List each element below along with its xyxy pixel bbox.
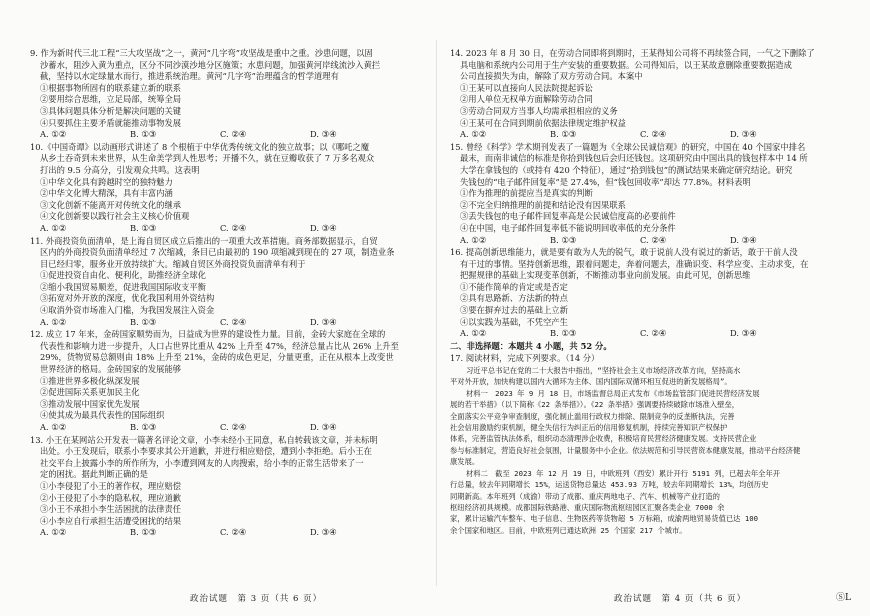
answer-choice: C. ②④ — [640, 129, 667, 140]
question-text-line: 截，坚持以水定绿量水而行，推进系统治理。黄河“几字弯”治理蕴含的哲学道理有 — [40, 71, 339, 82]
question-text-line: 出处。小王发现后，联系小李要求其公开道歉，并进行相应赔偿，遭到小李拒绝。后小王在 — [40, 446, 372, 457]
answer-choice: A. ①② — [40, 527, 67, 538]
section-heading: 二、非选择题：本题共 4 小题，共 52 分。 — [450, 340, 612, 351]
answer-choice: B. ①③ — [550, 328, 577, 339]
statement-option: ①根据事物所固有的联系建立新的联系 — [40, 82, 182, 93]
answer-choice: C. ②④ — [220, 316, 247, 327]
statement-option: ②中华文化博大精深，具有丰富内涵 — [40, 188, 173, 199]
material-line: 平对外开放，加快构建以国内大循环为主体、国内国际双循环相互促进的新发展格局”。 — [450, 377, 732, 387]
answer-choice: A. ①② — [460, 129, 487, 140]
answer-choice: D. ③④ — [310, 316, 337, 327]
statement-option: ②小王侵犯了小李的隐私权，理应道歉 — [40, 492, 182, 503]
material-line: 体系，完善监管执法体系，组织动态清理涉企收费，积极培育民营经济健康发展。支持民营企业 — [450, 434, 757, 444]
question-text-line: 目已经归零，服务业开放持续扩大。缩减自贸区外商投资负面清单有利于 — [40, 258, 306, 269]
material-line: 社会信用激励约束机制，健全失信行为纠正后的信用修复机制，持续完善知识产权保护 — [450, 423, 728, 433]
answer-choice: B. ①③ — [130, 527, 157, 538]
answer-choice: C. ②④ — [640, 234, 667, 245]
statement-option: ①推进世界多极化纵深发展 — [40, 375, 140, 386]
answer-choice: A. ①② — [460, 234, 487, 245]
statement-option: ②促进国际关系更加民主化 — [40, 387, 140, 398]
question-text-line: 区内的外商投资负面清单经过 7 次缩减，条目已由最初的 190 项缩减到现在的 27 项，制造业条 — [40, 247, 395, 258]
material-line: 习近平总书记在党的二十大报告中指出，“坚持社会主义市场经济改革方向，坚持高水 — [466, 366, 741, 376]
statement-option: ②要用综合思维，立足局部，统筹全局 — [40, 94, 182, 105]
question-q16 — [450, 247, 850, 340]
answer-choice: D. ③④ — [730, 328, 757, 339]
right-column — [450, 48, 850, 586]
answer-choice: C. ②④ — [220, 527, 247, 538]
statement-option: ④以实践为基础，不凭空产生 — [460, 316, 568, 327]
question-q10 — [30, 142, 430, 235]
statement-option: ④小李应自行承担生活遭受困扰的结果 — [40, 515, 182, 526]
answer-choice: B. ①③ — [130, 316, 157, 327]
material-line: 材料一 2023 年 9 月 18 日，市场监督总局正式发布《市场监管部门促进民营经济发展 — [466, 388, 760, 398]
answer-choices — [450, 129, 850, 141]
left-column — [30, 48, 430, 586]
answer-choice: D. ③④ — [310, 129, 337, 140]
answer-choice: B. ①③ — [550, 234, 577, 245]
question-text-line: 最末，而南非诚信的标准是你拾到钱包后会归还钱包。这项研究由中国出具的钱包样本中 14 所 — [460, 153, 808, 164]
answer-choice: A. ①② — [40, 422, 67, 432]
answer-choices — [30, 527, 430, 539]
question-text-line: 世界经济的格局。金砖国家的发展能够 — [40, 364, 182, 375]
question-text-line: 11. 外商投资负面清单，是上海自贸区成立后推出的一项重大改革措施。商务部数据显示，自贸 — [30, 235, 378, 246]
answer-choice: B. ①③ — [130, 222, 157, 233]
statement-option: ③要在摒弃过去的基础上立新 — [460, 305, 568, 316]
statement-option: ③丢失钱包的电子邮件回复率高是公民诚信度高的必要前件 — [460, 211, 676, 222]
question-text-line: 16. 提高创新思维能力，就是要有敢为人先的锐气，敢于说前人没有说过的新话，敢于干前人没 — [450, 247, 798, 258]
question-q9 — [30, 48, 430, 141]
answer-choices — [30, 317, 430, 329]
statement-option: ④只要抓住主要矛盾就能推动事物发展 — [40, 117, 182, 128]
statement-option: ③文化创新不能离开对传统文化的继承 — [40, 199, 182, 210]
answer-choice: D. ③④ — [310, 422, 337, 432]
statement-option: ③拓宽对外开放的深度，优化我国利用外资结构 — [40, 293, 215, 304]
question-text-line: 代表性和影响力进一步提升，人口占世界比重从 42% 上升至 47%，经济总量占比从 26% 上升至 — [40, 340, 399, 351]
material-line: 参与标准制定，营造良好社会氛围，计量服务中小企业。依法规范和引导民营资本健康发展，推动平台经济健 — [450, 445, 801, 455]
answer-choice: D. ③④ — [730, 234, 757, 245]
question-text-line: 沙蓄水，阻沙入黄为重点，区分不同沙漠沙地分区施策；水患问题，加强黄河岸线流沙入黄拦 — [40, 59, 381, 70]
answer-choice: D. ③④ — [310, 222, 337, 233]
question-text-line: 大学在拿钱包的（或持有 420 个特征），通过“拾到钱包”的测试结果来确定研究结论。研究 — [460, 164, 793, 175]
statement-option: ①王某可以直接向人民法院提起诉讼 — [460, 82, 593, 93]
footer-left: 政治试题 第 3 页（共 6 页） — [190, 594, 323, 604]
question-text-line: 失钱包的“电子邮件回复率”是 27.4%，但“钱包回收率”却达 77.8%。材料表明 — [460, 176, 751, 187]
question-text-line: 14. 2023 年 8 月 30 日，在劳动合同即将到期时，王某得知公司将不再续签合同，一气之下删除了 — [450, 48, 815, 58]
statement-option: ①中华文化具有跨越时空的独特魅力 — [40, 176, 173, 187]
answer-choice: C. ②④ — [220, 129, 247, 140]
answer-choice: C. ②④ — [220, 422, 247, 432]
question-q15 — [450, 142, 850, 246]
question-text-line: 定的困扰。据此判断正确的是 — [40, 469, 148, 480]
statement-option: ②不完全归纳推理的前提和结论没有因果联系 — [460, 199, 626, 210]
answer-choice: D. ③④ — [310, 527, 337, 538]
answer-choice: D. ③④ — [730, 129, 757, 140]
answer-choices — [30, 129, 430, 141]
statement-option: ③小王不承担小李生活困扰的法律责任 — [40, 504, 182, 515]
question-17-intro: 17. 阅读材料，完成下列要求。（14 分） — [450, 353, 600, 364]
question-text-line: 29%，货物贸易总额则由 18% 上升至 21%，金砖的成色更足，分量更重，正在从根本上改变世 — [40, 352, 394, 363]
question-text-line: 12. 成立 17 年来，金砖国家顺势而为，日益成为世界的建设性力量。目前，金砖大家庭在全球的 — [30, 329, 386, 340]
statement-option: ①促进投资自由化、便利化，助推经济全球化 — [40, 270, 206, 281]
answer-choices — [30, 422, 430, 434]
question-text-line: 有干过的事情。坚持创新思维，跟着问题走，奔着问题去，准确识变、科学应变、主动求变，在 — [460, 258, 809, 269]
material-line: 枢纽经济初具规模。成都国际铁路港、重庆国际物流枢纽园区汇聚各类企业 7000 余 — [450, 502, 725, 512]
statement-option: ②缩小我国贸易顺差，促进我国国际收支平衡 — [40, 281, 206, 292]
question-text-line: 10.《中国奇谭》以动画形式讲述了 8 个根植于中华优秀传统文化的独立故事；以《哪吒之魔 — [30, 141, 370, 152]
question-text-line: 从乡土吞奇到未来世界，从生命美学到人性思考；开播不久，就在豆瓣收获了 7 万多名观众 — [40, 153, 375, 164]
answer-choices — [30, 223, 430, 235]
statement-option: ④在中国，电子邮件回复率低不能说明回收率低的充分条件 — [460, 222, 676, 233]
material-line: 康发展。 — [450, 457, 480, 467]
question-17-material — [450, 365, 850, 536]
statement-option: ①小李侵犯了小王的著作权，理应赔偿 — [40, 480, 182, 491]
answer-choice: A. ①② — [460, 328, 487, 339]
page-mark: ⓈL — [836, 593, 851, 603]
material-line: 展的若干举措》（以下简称《22 条举措》）。《22 条举措》强调要持续破除市场准入壁垒， — [450, 400, 740, 410]
column-divider — [436, 40, 437, 586]
answer-choice: B. ①③ — [130, 422, 157, 432]
answer-choice: B. ①③ — [550, 129, 577, 140]
question-text-line: 15. 曾经《科学》学术期刊发表了一篇题为《全球公民诚信观》的研究，中国在 40 个国家中排名 — [450, 141, 806, 152]
statement-option: ④文化创新要以践行社会主义核心价值观 — [40, 211, 190, 222]
question-text-line: 社交平台上披露小李的所作所为，小李遭到网友的人肉搜索，给小李的正常生活带来了一 — [40, 457, 364, 468]
statement-option: ④使其成为最具代表性的国际组织 — [40, 410, 165, 421]
question-q12 — [30, 329, 430, 433]
material-line: 全面落实公平竞争审查制度，强化制止滥用行政权力排除、限制竞争的反垄断执法，完善 — [450, 411, 735, 421]
material-line: 材料二 截至 2023 年 12 月 19 日，中欧班列（西安）累计开行 5191 列，已超去年全年开 — [466, 468, 781, 478]
statement-option: ②用人单位无权单方面解除劳动合同 — [460, 94, 593, 105]
statement-option: ③推动发展中国家优先发展 — [40, 398, 140, 409]
statement-option: ③劳动合同双方当事人均需承担相应的义务 — [460, 105, 618, 116]
question-q11 — [30, 236, 430, 329]
answer-choice: B. ①③ — [130, 129, 157, 140]
material-line: 行总量，较去年同期增长 15%，运送货物总量达 453.93 万吨，较去年同期增长 13%，均创历史 — [450, 480, 769, 490]
statement-option: ①作为推理的前提应当是真实的判断 — [460, 188, 593, 199]
question-text-line: 具电脑和系统内公司用于生产安装的重要数据。公司得知后，以王某故意删除重要数据造成 — [460, 59, 792, 70]
answer-choice: A. ①② — [40, 316, 67, 327]
question-text-line: 公司直接损失为由，解除了双方劳动合同。本案中 — [460, 71, 643, 82]
statement-option: ④王某可在合同到期前依据法律规定维护权益 — [460, 117, 626, 128]
question-q14 — [450, 48, 850, 141]
material-line: 余个国家和地区。目前，中欧班列已通达欧洲 25 个国家 217 个城市。 — [450, 525, 687, 535]
question-text-line: 9. 作为新时代三北工程“三大攻坚战”之一，黄河“几字弯”攻坚战是重中之重。沙患问题，以固 — [30, 48, 373, 58]
question-q13 — [30, 435, 430, 539]
answer-choice: A. ①② — [40, 129, 67, 140]
material-line: 同期新高。本年班列（成渝）带动了成都、重庆两地电子、汽车、机械等产业打造的 — [450, 491, 720, 501]
answer-choice: C. ②④ — [220, 222, 247, 233]
statement-option: ②具有思路新、方法新的特点 — [460, 293, 568, 304]
question-text-line: 13. 小王在某网站公开发表一篇著名评论文章，小李未经小王同意，私自转载该文章，并未标明 — [30, 434, 378, 445]
answer-choices — [450, 235, 850, 247]
answer-choice: C. ②④ — [640, 328, 667, 339]
statement-option: ③具体问题具体分析是解决问题的关键 — [40, 105, 182, 116]
footer-right: 政治试题 第 4 页（共 6 页） — [614, 594, 747, 604]
statement-option: ④取消外资市场准入门槛，为我国发展注入资金 — [40, 305, 215, 316]
answer-choice: A. ①② — [40, 222, 67, 233]
material-line: 家，累计运输汽车整车、电子信息、生物医药等货物超 5 万标箱，成渝两地贸易货值已达 100 — [450, 514, 759, 524]
statement-option: ①不能作简单的肯定或是否定 — [460, 281, 568, 292]
answer-choices — [450, 328, 850, 340]
question-text-line: 把握规律的基础上实现变革创新，不断推动事业向前发展。由此可见，创新思维 — [460, 270, 751, 281]
question-text-line: 打出的 9.5 分高分，引发观众共鸣。这表明 — [40, 164, 200, 175]
